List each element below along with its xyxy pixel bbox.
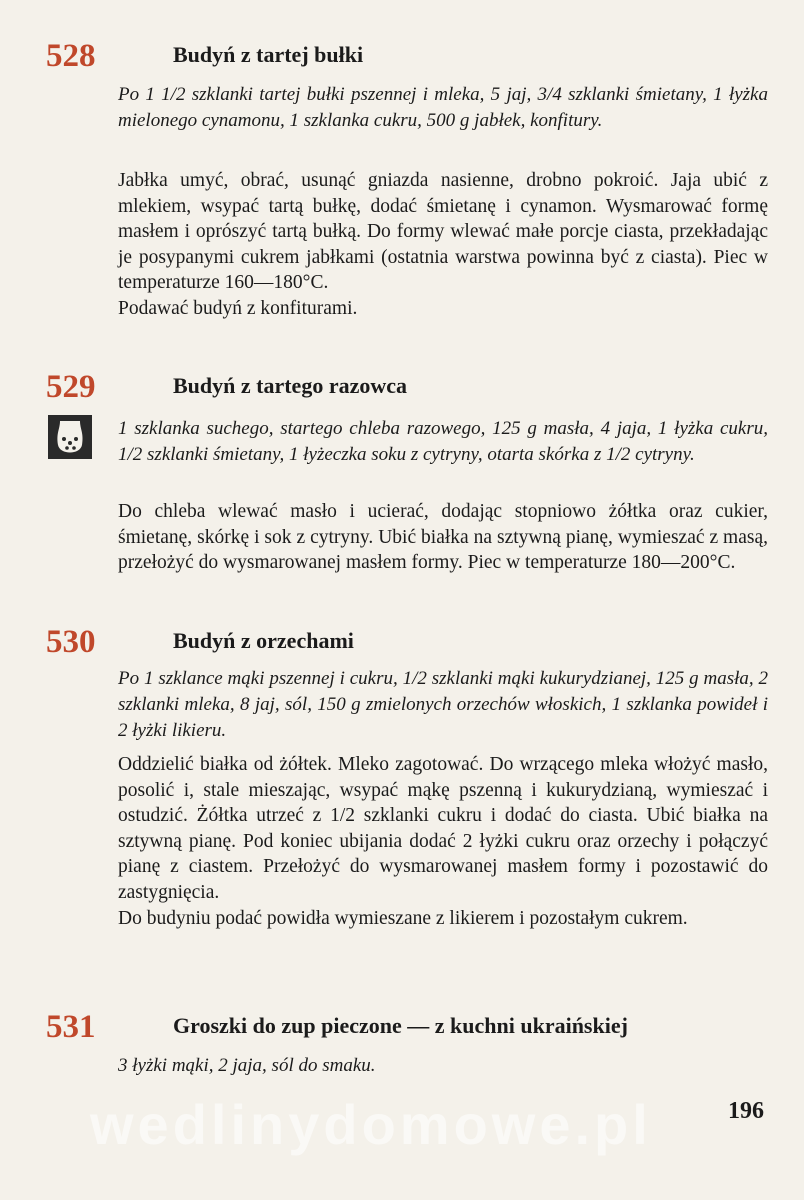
recipe-ingredients: Po 1 szklance mąki pszennej i cukru, 1/2 szklanki mąki kukurydzianej, 125 g masła, 2 szklanki mleka, 8 jaj, sól, 150 g zmielonych orzechów włoskich, 1 szklanka powideł i 2 łyżki likieru. — [118, 668, 768, 741]
recipe-ingredients: 1 szklanka suchego, startego chleba razowego, 125 g masła, 4 jaja, 1 łyżka cukru, 1/2 szklanki śmietany, 1 łyżeczka soku z cytryny, otarta skórka z 1/2 cytryny. — [118, 418, 768, 465]
instruction-paragraph: Podawać budyń z konfiturami. — [118, 297, 358, 319]
recipe-number: 531 — [46, 1009, 96, 1045]
recipe-number: 530 — [46, 624, 96, 660]
recipe-title: Groszki do zup pieczone — z kuchni ukraińskiej — [173, 1013, 628, 1038]
page-number: 196 — [728, 1098, 764, 1124]
recipe-title: Budyń z tartej bułki — [173, 42, 364, 67]
flour-bag-icon — [48, 415, 92, 459]
recipe-number: 528 — [46, 38, 96, 74]
recipe-ingredients: Po 1 1/2 szklanki tartej bułki pszennej i mleka, 5 jaj, 3/4 szklanki śmietany, 1 łyżka mielonego cynamonu, 1 szklanka cukru, 500 g jabłek, konfitury. — [118, 84, 768, 131]
recipe-instructions — [118, 499, 768, 576]
recipe-symbol-icon — [48, 415, 92, 459]
recipe-number: 529 — [46, 369, 96, 405]
instruction-paragraph: Jabłka umyć, obrać, usunąć gniazda nasienne, drobno pokroić. Jaja ubić z mlekiem, wsypać tartą bułkę, dodać śmietanę i cynamon. Wysmarować formę masłem i oprószyć tartą bułką. Do formy wlewać małe porcje ciasta, przekładając je posypanymi cukrem jabłkami (ostatnia warstwa powinna być z ciasta). Piec w temperaturze 160—180°C. — [118, 170, 768, 294]
watermark: wedlinydomowe.pl — [90, 1093, 652, 1156]
recipe-title: Budyń z orzechami — [173, 628, 354, 653]
instruction-paragraph: Do budyniu podać powidła wymieszane z likierem i pozostałym cukrem. — [118, 907, 688, 929]
instruction-paragraph: Oddzielić białka od żółtek. Mleko zagotować. Do wrzącego mleka włożyć masło, posolić i, stale mieszając, wsypać mąkę pszenną i kukurydzianą, wymieszać i ostudzić. Żółtka utrzeć z 1/2 szklanki cukru i dodać do ciasta. Ubić białka na sztywną pianę. Pod koniec ubijania dodać 2 łyżki cukru oraz orzechy i połączyć pianę z ciastem. Przełożyć do wysmarowanej masłem formy i pozostawić do zastygnięcia. — [118, 754, 768, 903]
recipe-instructions — [118, 752, 768, 931]
instruction-paragraph: Do chleba wlewać masło i ucierać, dodając stopniowo żółtka oraz cukier, śmietanę, skórkę i sok z cytryny. Ubić białka na sztywną pianę, wymieszać z masą, przełożyć do wysmarowanej masłem formy. Piec w temperaturze 180—200°C. — [118, 501, 768, 574]
recipe-title: Budyń z tartego razowca — [173, 373, 408, 398]
recipe-ingredients: 3 łyżki mąki, 2 jaja, sól do smaku. — [118, 1055, 376, 1076]
recipe-instructions — [118, 168, 768, 322]
